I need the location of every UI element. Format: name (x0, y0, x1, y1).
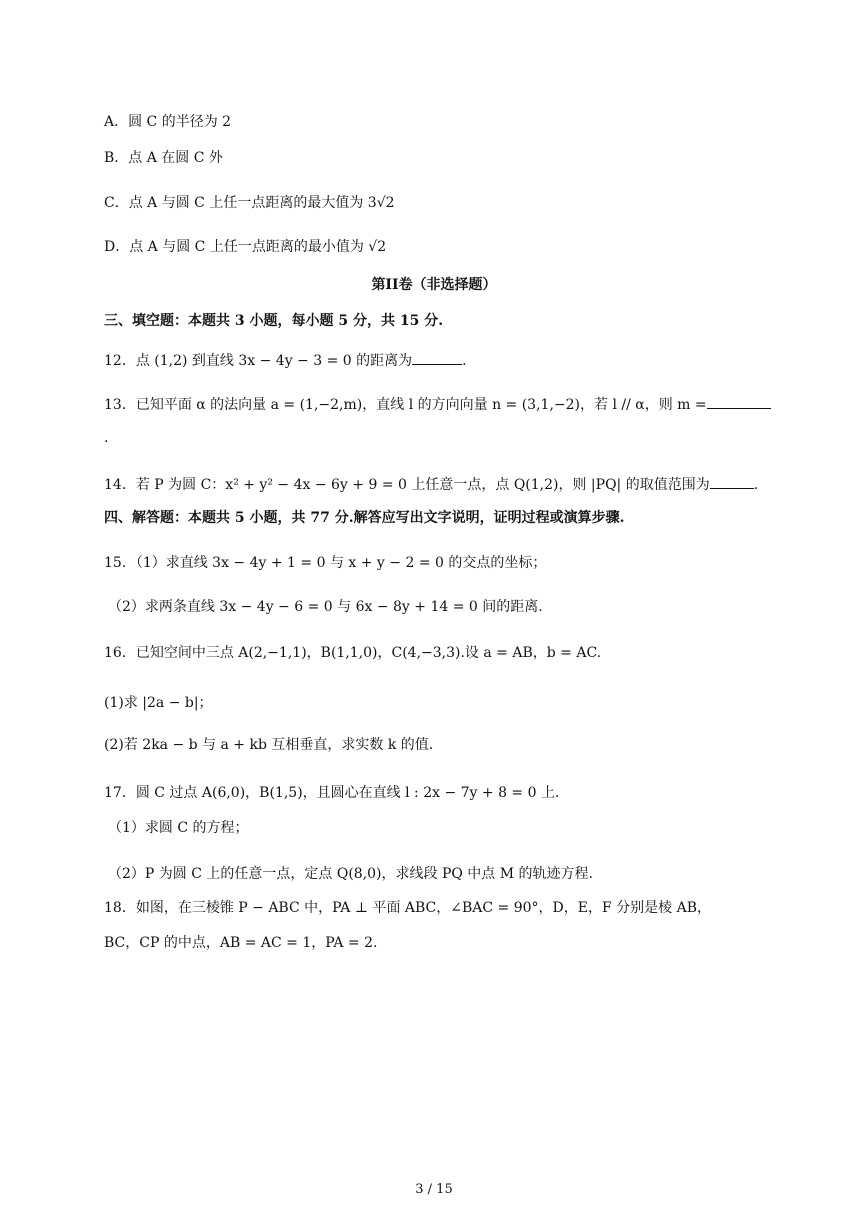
question-17-part-2: （2）P 为圆 C 上的任意一点，定点 Q(8,0)，求线段 PQ 中点 M 的轨迹方程. (108, 866, 593, 882)
part-title: 第II卷（非选择题） (371, 277, 497, 293)
period: . (753, 477, 759, 493)
question-15-part-1: 15．（1）求直线 3x − 4y + 1 = 0 与 x + y − 2 = 0 的交点的坐标； (104, 555, 547, 571)
question-14-text: 14．若 P 为圆 C：x² + y² − 4x − 6y + 9 = 0 上任意一点，点 Q(1,2)，则 |PQ| 的取值范围为 (104, 477, 710, 493)
question-16-part-2: (2)若 2ka − b 与 a + kb 互相垂直，求实数 k 的值. (104, 737, 434, 753)
answer-blank (710, 474, 754, 489)
question-12-text: 12．点 (1,2) 到直线 3x − 4y − 3 = 0 的距离为 (104, 353, 413, 369)
question-13-end: . (104, 430, 109, 446)
question-16-part-1: (1)求 |2a − b|； (104, 695, 213, 711)
question-16: 16．已知空间中三点 A(2,−1,1)，B(1,1,0)，C(4,−3,3).设 a = AB，b = AC. (104, 645, 602, 661)
section-solutions: 四、解答题：本题共 5 小题，共 77 分.解答应写出文字说明，证明过程或演算步骤. (104, 510, 625, 526)
section-fill-in: 三、填空题：本题共 3 小题，每小题 5 分，共 15 分. (104, 313, 444, 329)
period: . (462, 353, 467, 369)
question-13-text: 13．已知平面 α 的法向量 a = (1,−2,m)，直线 l 的方向向量 n = (3,1,−2)，若 l // α，则 m = (104, 397, 707, 413)
question-17-part-1: （1）求圆 C 的方程； (108, 820, 249, 836)
question-18-line-2: BC，CP 的中点，AB = AC = 1，PA = 2. (104, 935, 378, 951)
option-a: A．圆 C 的半径为 2 (104, 114, 232, 130)
question-12 (104, 350, 467, 371)
option-c: C．点 A 与圆 C 上任一点距离的最大值为 3√2 (104, 195, 395, 211)
question-14 (104, 474, 758, 495)
answer-blank (412, 350, 462, 365)
option-b: B．点 A 在圆 C 外 (104, 150, 223, 166)
question-17: 17．圆 C 过点 A(6,0)，B(1,5)，且圆心在直线 l : 2x − 7y + 8 = 0 上. (104, 785, 560, 801)
answer-blank (707, 394, 771, 409)
question-15-part-2: （2）求两条直线 3x − 4y − 6 = 0 与 6x − 8y + 14 = 0 间的距离. (108, 599, 543, 615)
option-d: D．点 A 与圆 C 上任一点距离的最小值为 √2 (104, 239, 387, 255)
question-18-line-1: 18．如图，在三棱锥 P − ABC 中，PA ⊥ 平面 ABC，∠BAC = 90°，D，E，F 分别是棱 AB， (104, 900, 712, 916)
question-13 (104, 394, 771, 415)
page-number: 3 / 15 (415, 1182, 453, 1197)
